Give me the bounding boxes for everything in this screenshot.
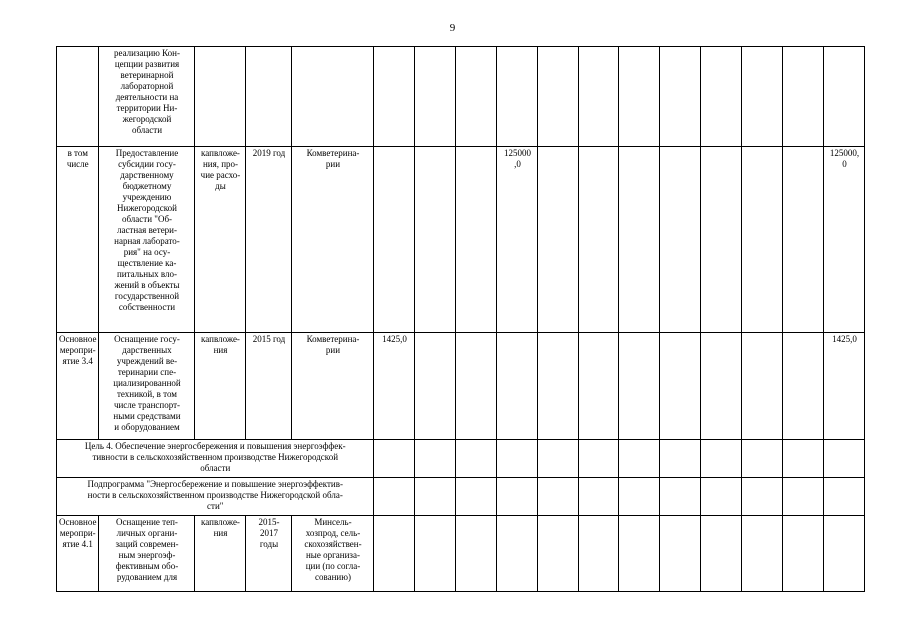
value-cell [456, 440, 497, 478]
value-cell [660, 147, 701, 333]
page-number: 9 [449, 22, 456, 34]
period-cell [246, 47, 292, 147]
executor-cell: Минсель- хозпрод, сель- скохозяйствен- ные организа- ции (по согла- сованию) [292, 516, 374, 592]
value-cell [579, 47, 619, 147]
value-cell [497, 440, 538, 478]
value-cell [824, 478, 865, 516]
value-cell [579, 516, 619, 592]
value-cell [456, 47, 497, 147]
value-cell: 1425,0 [374, 333, 415, 440]
status-cell [57, 47, 99, 147]
value-cell [497, 333, 538, 440]
value-cell [538, 478, 579, 516]
value-cell [660, 478, 701, 516]
status-cell: в том числе [57, 147, 99, 333]
value-cell [701, 478, 742, 516]
description-cell: Оснащение теп- личных органи- заций современ- ным энергоэф- фективным обо- рудованием для [99, 516, 195, 592]
value-cell [742, 333, 783, 440]
value-cell [619, 147, 660, 333]
value-cell [701, 440, 742, 478]
value-cell [538, 147, 579, 333]
value-cell [619, 333, 660, 440]
table-row [57, 440, 865, 478]
value-cell [619, 478, 660, 516]
value-cell [456, 147, 497, 333]
expense-type-cell: капвложе- ния [195, 516, 246, 592]
value-cell [742, 516, 783, 592]
value-cell [783, 47, 824, 147]
value-cell [415, 516, 456, 592]
value-cell [742, 440, 783, 478]
program-table [56, 46, 865, 592]
value-cell [660, 516, 701, 592]
value-cell [660, 440, 701, 478]
value-cell [497, 478, 538, 516]
value-cell [497, 47, 538, 147]
value-cell [415, 333, 456, 440]
period-cell: 2015 год [246, 333, 292, 440]
section-heading-cell: Подпрограмма "Энергосбережение и повышение энергоэффектив- ности в сельскохозяйственном производстве Нижегородской обла- сти" [57, 478, 374, 516]
value-cell [415, 440, 456, 478]
value-cell [824, 516, 865, 592]
value-cell [742, 147, 783, 333]
expense-type-cell: капвложе- ния [195, 333, 246, 440]
value-cell [374, 440, 415, 478]
value-cell [783, 478, 824, 516]
value-cell [619, 47, 660, 147]
table-row [57, 47, 865, 147]
section-heading-cell: Цель 4. Обеспечение энергосбережения и повышения энергоэффек- тивности в сельскохозяйственном производстве Нижегородской области [57, 440, 374, 478]
value-cell [374, 47, 415, 147]
value-cell [783, 333, 824, 440]
status-cell: Основное меропри- ятие 4.1 [57, 516, 99, 592]
value-cell [742, 47, 783, 147]
value-cell [415, 478, 456, 516]
value-cell [619, 516, 660, 592]
table-row [57, 333, 865, 440]
value-cell [660, 47, 701, 147]
value-cell [783, 147, 824, 333]
period-cell: 2019 год [246, 147, 292, 333]
value-cell [374, 478, 415, 516]
value-cell [415, 147, 456, 333]
value-cell [701, 333, 742, 440]
value-cell [619, 440, 660, 478]
table-row [57, 516, 865, 592]
value-cell [579, 333, 619, 440]
value-cell [579, 478, 619, 516]
value-cell [742, 478, 783, 516]
value-cell [783, 516, 824, 592]
table-row [57, 147, 865, 333]
table-row [57, 478, 865, 516]
value-cell [579, 147, 619, 333]
executor-cell: Комветерина- рии [292, 147, 374, 333]
value-cell: 125000 ,0 [497, 147, 538, 333]
expense-type-cell: капвложе- ния, про- чие расхо- ды [195, 147, 246, 333]
value-cell [660, 333, 701, 440]
value-cell [538, 516, 579, 592]
value-cell [579, 440, 619, 478]
description-cell: Предоставление субсидии госу- дарственному бюджетному учреждению Нижегородской области "Об- ластная ветери- нарная лаборато- рия" на осу- ществление ка- питальных вло- жений в объекты государственной собственности [99, 147, 195, 333]
value-cell [456, 516, 497, 592]
status-cell: Основное меропри- ятие 3.4 [57, 333, 99, 440]
value-cell [456, 333, 497, 440]
value-cell [456, 478, 497, 516]
value-cell [538, 333, 579, 440]
value-cell [824, 47, 865, 147]
description-cell: реализацию Кон- цепции развития ветеринарной лабораторной деятельности на территории Ни- жегородской области [99, 47, 195, 147]
value-cell [374, 516, 415, 592]
period-cell: 2015- 2017 годы [246, 516, 292, 592]
value-cell [783, 440, 824, 478]
value-cell [701, 516, 742, 592]
executor-cell [292, 47, 374, 147]
value-cell [538, 47, 579, 147]
value-cell [824, 440, 865, 478]
value-cell [374, 147, 415, 333]
value-cell: 1425,0 [824, 333, 865, 440]
value-cell [497, 516, 538, 592]
value-cell [538, 440, 579, 478]
value-cell [415, 47, 456, 147]
description-cell: Оснащение госу- дарственных учреждений ве- теринарии спе- циализированной техникой, в том числе транспорт- ными средствами и оборудованием [99, 333, 195, 440]
value-cell [701, 47, 742, 147]
expense-type-cell [195, 47, 246, 147]
value-cell [701, 147, 742, 333]
value-cell: 125000, 0 [824, 147, 865, 333]
executor-cell: Комветерина- рии [292, 333, 374, 440]
